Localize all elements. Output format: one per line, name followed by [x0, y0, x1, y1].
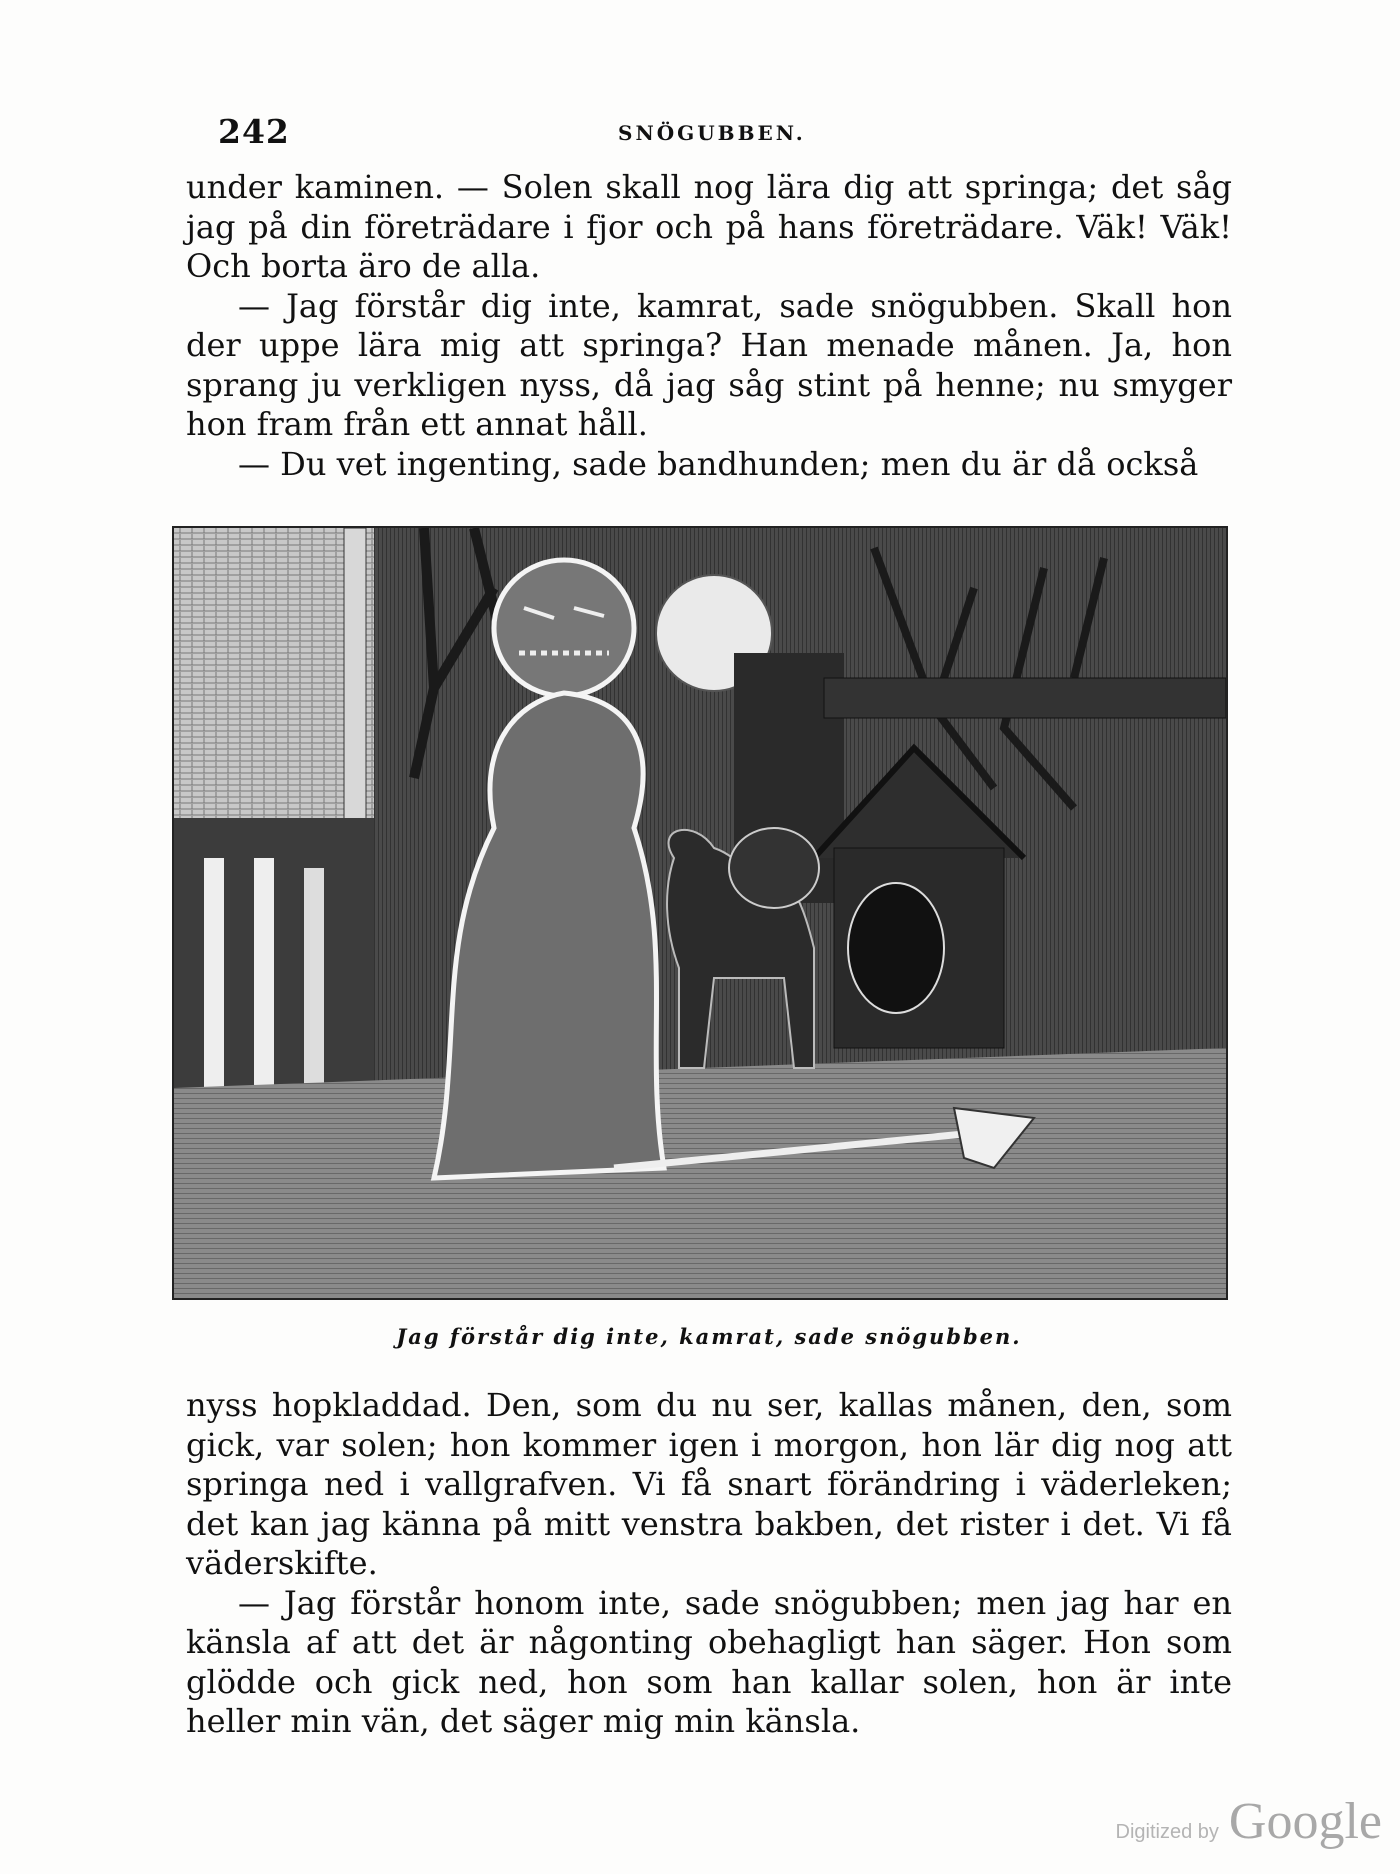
watermark-brand: Google — [1228, 1793, 1382, 1850]
fence-rail — [824, 678, 1226, 718]
snowman-and-dog-engraving — [174, 528, 1226, 1298]
digitized-watermark — [1116, 1792, 1382, 1851]
page-header — [218, 112, 1234, 152]
illustration-caption: Jag förstår dig inte, kamrat, sade snögubben. — [396, 1324, 1022, 1349]
paragraph: — Du vet ingenting, sade bandhunden; men du är då också — [238, 444, 1199, 483]
engraving-illustration — [172, 526, 1228, 1300]
watermark-prefix: Digitized by — [1115, 1821, 1219, 1843]
paragraph: nyss hopkladdad. Den, som du nu ser, kallas månen, den, som gick, var solen; hon kommer igen i morgon, hon lär dig nog att springa ned i vallgrafven. Vi få snart förändring i väderleken; det kan jag känna på mitt venstra bakben, det rister i det. Vi få väderskifte. — [186, 1386, 1232, 1582]
paragraph: — Jag förstår dig inte, kamrat, sade snögubben. Skall hon der uppe lära mig att springa? Han menade månen. Ja, hon sprang ju verkligen nyss, då jag såg stint på henne; nu smyger hon fram från ett annat håll. — [186, 286, 1232, 443]
page-number: 242 — [218, 112, 290, 151]
body-text-bottom — [186, 1386, 1232, 1742]
paragraph: — Jag förstår honom inte, sade snögubben; men jag har en känsla af att det är någonting obehagligt han säger. Hon som glödde och gick ned, hon som han kallar solen, hon är inte heller min vän, det säger mig min känsla. — [186, 1583, 1232, 1740]
paragraph: under kaminen. — Solen skall nog lära dig att springa; det såg jag på din företrädare i fjor och på hans företrädare. Väk! Väk! Och borta äro de alla. — [186, 168, 1232, 285]
body-text-top — [186, 168, 1232, 484]
snowy-ground — [174, 1048, 1226, 1298]
doghouse-opening — [848, 883, 944, 1013]
running-title: SNÖGUBBEN. — [618, 121, 806, 145]
